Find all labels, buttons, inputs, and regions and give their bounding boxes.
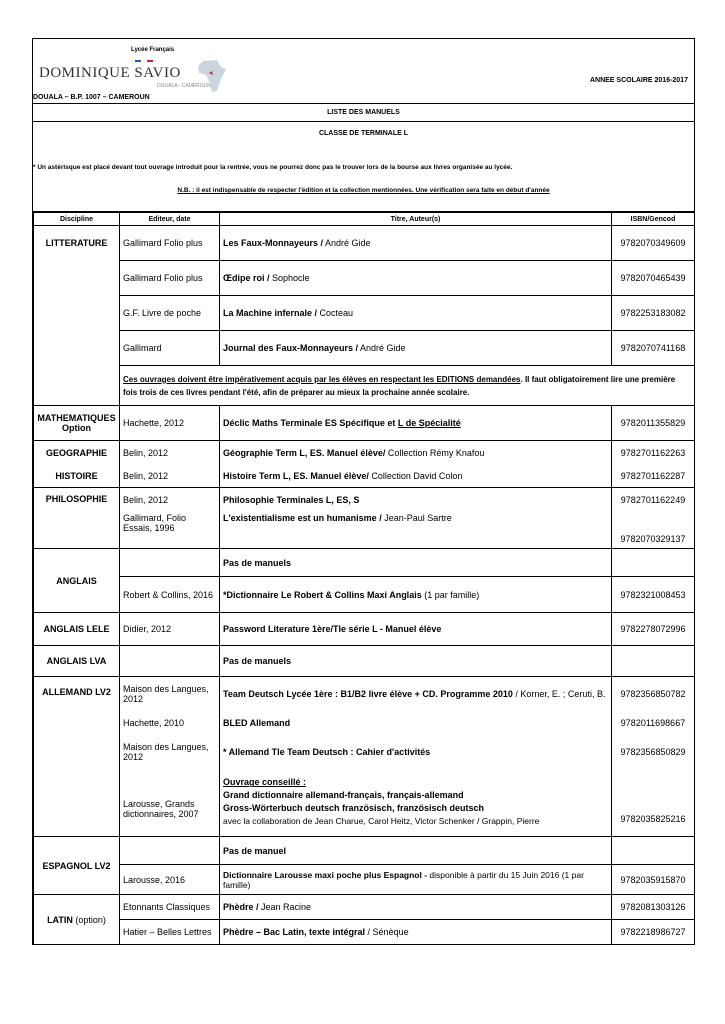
table-row (34, 488, 695, 513)
isbn-cell: 9782321008453 (612, 577, 695, 613)
isbn-cell: 9782218986727 (612, 920, 695, 945)
title: Géographie Term L, ES. Manuel élève/ (223, 447, 386, 458)
list-title: LISTE DES MANUELS (33, 104, 694, 122)
col-discipline: Discipline (34, 213, 120, 226)
notes-section (33, 122, 694, 212)
title: La Machine infernale / (223, 308, 318, 318)
table-row (34, 513, 695, 549)
title: L'existentialisme est un humanisme / (223, 512, 382, 523)
title: Déclic Maths Terminale ES Spécifique et (223, 418, 398, 428)
editor-cell: Larousse, 2016 (120, 865, 220, 895)
title: Journal des Faux-Monnayeurs / (223, 343, 359, 353)
isbn-cell: 9782356850829 (612, 735, 695, 769)
table-row (34, 331, 695, 366)
isbn-cell: 9782356850782 (612, 677, 695, 711)
school-address: DOUALA – B.P. 1007 – CAMEROUN (33, 94, 150, 101)
literature-note-row (34, 366, 695, 406)
no-book-text: Pas de manuel (220, 837, 612, 865)
author: avec la collaboration de Jean Charue, Carol Heitz, Victor Schenker / Grappin, Pierre (223, 816, 540, 827)
title: Password Literature 1ère/Tle série L - Manuel élève (220, 613, 612, 646)
discipline-cell: ANGLAIS LVA (34, 646, 120, 677)
table-header (34, 213, 695, 226)
isbn-cell: 9782070465439 (612, 261, 695, 296)
editor-cell: G.F. Livre de poche (120, 296, 220, 331)
title: Phèdre / (223, 902, 259, 912)
editor-cell: Gallimard, Folio Essais, 1996 (120, 513, 220, 549)
editor-cell: Larousse, Grands dictionnaires, 2007 (120, 769, 220, 837)
table-row (34, 865, 695, 895)
table-row (34, 465, 695, 488)
editor-cell: Maison des Langues, 2012 (120, 735, 220, 769)
title: Team Deutsch Lycée 1ère : B1/B2 livre élève + CD. Programme 2010 (223, 688, 513, 699)
book-table (33, 212, 695, 945)
discipline-cell: ANGLAIS LELE (34, 613, 120, 646)
discipline-cell: ESPAGNOL LV2 (34, 837, 120, 895)
discipline-cell: PHILOSOPHIE (34, 488, 120, 549)
isbn-cell: 9782081303126 (612, 895, 695, 920)
isbn-cell: 9782070329137 (612, 513, 695, 549)
table-row (34, 735, 695, 769)
literature-note-underlined: Ces ouvrages doivent être impérativement acquis par les élèves en respectant les EDITIONS demandées (123, 374, 521, 384)
title: Philosophie Terminales L, ES, S (220, 488, 612, 513)
book-list-frame (32, 38, 695, 945)
isbn-cell: 9782035915870 (612, 865, 695, 895)
title-underlined: L de Spécialité (397, 418, 461, 428)
discipline-cell: MATHEMATIQUES Option (34, 406, 120, 441)
table-row (34, 406, 695, 441)
title: Grand dictionnaire allemand-français, français-allemand (223, 790, 464, 801)
logo-name: DOMINIQUE SAVIO (39, 65, 181, 81)
isbn-cell: 9782701162249 (612, 488, 695, 513)
africa-map-icon (197, 59, 227, 93)
title: * Allemand Tle Team Deutsch : Cahier d'activités (220, 735, 612, 769)
discipline-cell: LITTERATURE (34, 226, 120, 366)
letterhead (33, 39, 694, 104)
table-row (34, 613, 695, 646)
title: Histoire Term L, ES. Manuel élève/ (223, 470, 369, 481)
table-row (34, 837, 695, 865)
title: Phèdre – Bac Latin, texte intégral (223, 927, 366, 937)
isbn-cell: 9782701162287 (612, 465, 695, 488)
title: Les Faux-Monnayeurs / (223, 238, 324, 248)
table-row (34, 895, 695, 920)
discipline-suffix: (option) (72, 914, 106, 925)
author: Collection David Colon (368, 470, 463, 481)
editor-cell: Hachette, 2010 (120, 711, 220, 735)
flag-blue-mark (135, 60, 141, 62)
isbn-cell: 9782701162263 (612, 441, 695, 465)
nb-note: N.B. : il est indispensable de respecter l'édition et la collection mentionnées. Une vérification sera faite en début d'année (177, 187, 550, 194)
author: / Korner, E. ; Ceruti, B. (512, 688, 606, 699)
title: Dictionnaire Larousse maxi poche plus Espagnol - (223, 869, 428, 880)
editor-cell: Belin, 2012 (120, 465, 220, 488)
asterisk-note: * Un astérisque est placé devant tout ouvrage introduit pour la rentrée, vous ne pourrez donc pas le trouver lors de la bourse aux livres organisée au lycée. (33, 164, 513, 171)
author: Jean-Paul Sartre (381, 512, 452, 523)
discipline-cell: HISTOIRE (34, 465, 120, 488)
editor-cell: Gallimard Folio plus (120, 261, 220, 296)
flag-red-mark (147, 60, 153, 62)
title: *Dictionnaire Le Robert & Collins Maxi Anglais (223, 589, 422, 600)
author: Cocteau (317, 308, 354, 318)
logo-city: DOUALA - CAMEROUN (157, 83, 211, 89)
isbn-cell: 9782011355829 (612, 406, 695, 441)
table-row (34, 711, 695, 735)
title: BLED Allemand (220, 711, 612, 735)
logo-subtitle: Lycée Français (131, 47, 175, 53)
author: disponible à partir du 15 Juin 2016 (1 par famille) (223, 869, 584, 890)
table-row (34, 920, 695, 945)
isbn-cell: 9782011698667 (612, 711, 695, 735)
discipline-cell: LATIN (47, 914, 73, 925)
school-logo (39, 45, 229, 89)
editor-cell: Hachette, 2012 (120, 406, 220, 441)
author: André Gide (323, 238, 371, 248)
table-row (34, 261, 695, 296)
isbn-cell: 9782070349609 (612, 226, 695, 261)
editor-cell: Gallimard (120, 331, 220, 366)
editor-cell: Robert & Collins, 2016 (120, 577, 220, 613)
discipline-cell: ANGLAIS (34, 549, 120, 613)
isbn-cell: 9782035825216 (612, 769, 695, 837)
author: / Sénèque (365, 927, 409, 937)
editor-cell: Belin, 2012 (120, 441, 220, 465)
editor-cell: Didier, 2012 (120, 613, 220, 646)
col-title: Titre, Auteur(s) (220, 213, 612, 226)
editor-cell: Maison des Langues, 2012 (120, 677, 220, 711)
author: Jean Racine (258, 902, 312, 912)
author: Sophocle (269, 273, 310, 283)
no-book-text: Pas de manuels (220, 549, 612, 577)
table-row (34, 296, 695, 331)
table-row (34, 646, 695, 677)
editor-cell: Hatier – Belles Lettres (120, 920, 220, 945)
col-isbn: ISBN/Gencod (612, 213, 695, 226)
table-row (34, 577, 695, 613)
title: Gross-Wörterbuch deutsch französisch, französisch deutsch (223, 803, 485, 814)
editor-cell: Etonnants Classiques (120, 895, 220, 920)
col-editor: Editeur, date (120, 213, 220, 226)
author: André Gide (358, 343, 406, 353)
table-row (34, 549, 695, 577)
advised-label: Ouvrage conseillé : (223, 777, 307, 788)
class-title: CLASSE DE TERMINALE L (318, 130, 409, 137)
discipline-cell: ALLEMAND LV2 (34, 677, 120, 837)
editor-cell: Gallimard Folio plus (120, 226, 220, 261)
school-year: ANNEE SCOLAIRE 2016-2017 (589, 77, 688, 84)
literature-note: . Il faut obligatoirement lire une première fois trois de ces livres pendant l'été, afin de préparer au mieux la prochaine année scolaire. (123, 374, 676, 397)
editor-cell: Belin, 2012 (120, 488, 220, 513)
discipline-cell: GEOGRAPHIE (34, 441, 120, 465)
isbn-cell: 9782278072996 (612, 613, 695, 646)
isbn-cell: 9782253183082 (612, 296, 695, 331)
table-row (34, 677, 695, 711)
table-row (34, 441, 695, 465)
table-row (34, 769, 695, 837)
no-book-text: Pas de manuels (220, 646, 612, 677)
author: Collection Rémy Knafou (385, 447, 485, 458)
title: Œdipe roi / (223, 273, 270, 283)
table-row (34, 226, 695, 261)
isbn-cell: 9782070741168 (612, 331, 695, 366)
author: (1 par famille) (421, 589, 480, 600)
